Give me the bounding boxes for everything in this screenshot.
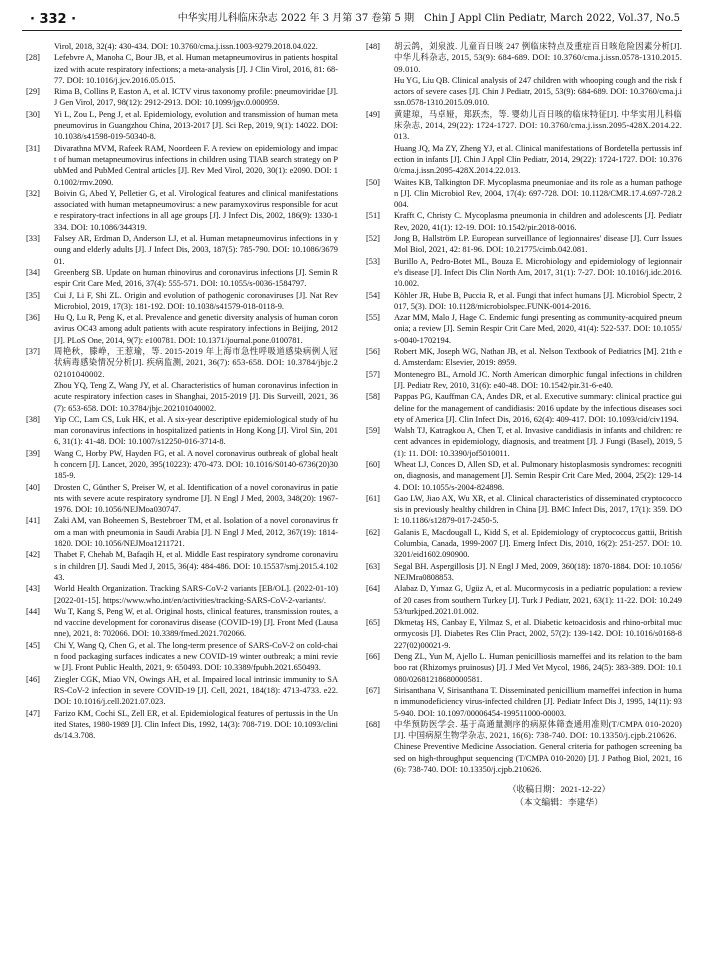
reference-number: [54] — [366, 290, 380, 300]
reference-text: 黄建琼，马卓娅，郑跃杰，等. 婴幼儿百日咳的临床特征[J]. 中华实用儿科临床杂志, 2014, 29(22): 1724-1727. DOI: 10.3760/cma.j.issn.2095-428X.2014.22.013. — [394, 109, 682, 142]
reference-number: [46] — [26, 674, 40, 684]
reference-text: Gao LW, Jiao AX, Wu XR, et al. Clinical characteristics of disseminated cryptococcosis in previously healthy children in China [J]. BMC Infect Dis, 2017, 17(1): 359. DOI: 10.1186/s12879-017-2450-5. — [394, 493, 682, 526]
reference-entry — [26, 482, 338, 516]
reference-entry — [26, 188, 338, 233]
reference-number: [32] — [26, 188, 40, 198]
reference-entry — [26, 448, 338, 482]
reference-text: Montenegro BL, Arnold JC. North American dimorphic fungal infections in children [J]. Pediatr Rev, 2010, 31(6): e40-48. DOI: 10.1542/pir.31-6-e40. — [394, 369, 682, 390]
reference-entry — [26, 583, 338, 606]
reference-entry — [366, 583, 682, 617]
reference-text: World Health Organization. Tracking SARS-CoV-2 variants [EB/OL]. (2022-01-10) [2022-01-15]. https://www.who.int/en/activities/tracking-SARS-CoV-2-variants/. — [54, 584, 338, 605]
reference-text: Lefebvre A, Manoha C, Bour JB, et al. Human metapneumovirus in patients hospitalized with acute respiratory infections; a meta-analysis [J]. J Clin Virol, 2016, 81: 68-77. DOI: 10.1016/j.jcv.2016.05.015. — [54, 53, 338, 85]
reference-entry — [366, 109, 682, 143]
reference-text: Hu YG, Liu QB. Clinical analysis of 247 children with whooping cough and the risk factors of severe cases [J]. Chin J Pediatr, 2015, 53(9): 684-689. DOI: 10.3760/cma.j.issn.0578-1310.2015.09.010. — [394, 75, 682, 108]
reference-entry — [26, 233, 338, 267]
reference-text: Chinese Preventive Medicine Association. General criteria for pathogen screening based on high-throughput sequencing (T/CMPA 010-2020) [J]. J Pathog Biol, 2021, 16(6): 738-740. DOI: 10.13350/j.cjpb.210626. — [394, 742, 682, 774]
reference-entry — [366, 41, 682, 75]
reference-entry — [26, 109, 338, 143]
reference-translation — [26, 41, 338, 52]
reference-list-right — [366, 41, 682, 775]
reference-text: Alabaz D, Yımaz G, Ugüz A, et al. Mucormycosis in a pediatric population: a review of 20 cases from southern Turkey [J]. Turk J Pediatr, 2021, 63(1): 11-22. DOI: 10.24953/turkjped.2021.01.002. — [394, 584, 682, 616]
reference-number: [47] — [26, 708, 40, 718]
reference-number: [68] — [366, 719, 380, 729]
reference-number: [30] — [26, 109, 40, 119]
reference-number: [34] — [26, 267, 40, 277]
reference-number: [59] — [366, 426, 380, 436]
reference-number: [43] — [26, 584, 40, 594]
reference-text: Falsey AR, Erdman D, Anderson LJ, et al. Human metapneumovirus infections in young and elderly adults [J]. J Infect Dis, 2003, 187(5): 785-790. DOI: 10.1086/367901. — [54, 234, 338, 266]
reference-text: Waites KB, Talkington DF. Mycoplasma pneumoniae and its role as a human pathogen [J]. Clin Microbiol Rev, 2004, 17(4): 697-728. DOI: 10.1128/CMR.17.4.697-728.2004. — [394, 177, 682, 210]
reference-entry — [26, 414, 338, 448]
reference-text: Dkmetaş HS, Canbay E, Yilmaz S, et al. Diabetic ketoacidosis and rhino-orbital mucormycosis [J]. Diabetes Res Clin Pract, 2002, 57(2): 139-142. DOI: 10.1016/s0168-8227(02)00021-9. — [394, 618, 682, 650]
reference-text: Huang JQ, Ma ZY, Zheng YJ, et al. Clinical manifestations of Bordetella pertussis infection in infants [J]. Chin J Appl Clin Pediatr, 2014, 29(22): 1724-1727. DOI: 10.3760/cma.j.issn.2095-428X.2014.22.013. — [394, 143, 682, 176]
reference-entry — [26, 640, 338, 674]
reference-number: [65] — [366, 618, 380, 628]
reference-number: [40] — [26, 482, 40, 492]
reference-number: [31] — [26, 143, 40, 153]
reference-number: [49] — [366, 109, 380, 119]
reference-text: Virol, 2018, 32(4): 430-434. DOI: 10.3760/cma.j.issn.1003-9279.2018.04.022. — [54, 42, 318, 51]
reference-number: [28] — [26, 53, 40, 63]
reference-text: Ziegler CGK, Miao VN, Owings AH, et al. Impaired local intrinsic immunity to SARS-CoV-2 infection in severe COVID-19 [J]. Cell, 2021, 184(18): 4713-4733. e22. DOI: 10.1016/j.cell.2021.07.023. — [54, 674, 338, 707]
reference-number: [48] — [366, 42, 380, 51]
reference-entry — [366, 290, 682, 313]
reference-text: Azar MM, Malo J, Hage C. Endemic fungi presenting as community-acquired pneumonia; a review [J]. Semin Respir Crit Care Med, 2020, 41(4): 522-537. DOI: 10.1055/s-0040-1702194. — [394, 313, 682, 345]
reference-column-right — [366, 41, 682, 809]
reference-entry — [366, 425, 682, 459]
reference-text: Thabet F, Chehab M, Bafaqih H, et al. Middle East respiratory syndrome coronavirus in children [J]. Saudi Med J, 2015, 36(4): 484-486. DOI: 10.15537/smj.2015.4.10243. — [54, 550, 338, 582]
reference-text: Yi L, Zou L, Peng J, et al. Epidemiology, evolution and transmission of human metapneumovirus in Guangzhou China, 2013-2017 [J]. Sci Rep, 2019, 9(1): 14022. DOI: 10.1038/s41598-019-50340-8. — [54, 109, 338, 142]
reference-number: [37] — [26, 347, 40, 357]
reference-text: 周艳秋，滕峥，王惹瑜，等. 2015-2019 年上海市急性呼吸道感染病例人冠状病毒感染情况分析[J]. 疾病监测, 2021, 36(7): 653-658. DOI: 10.3784/jbjc.202101040002. — [54, 347, 338, 379]
reference-text: Köhler JR, Hube B, Puccia R, et al. Fungi that infect humans [J]. Microbiol Spectr, 2017, 5(3). DOI: 10.1128/microbiolspec.FUNK-0014-2016. — [394, 290, 682, 311]
reference-entry — [366, 493, 682, 527]
reference-text: Robert MK, Joseph WG, Nathan JB, et al. Nelson Textbook of Pediatrics [M]. 21th ed. Amsterdam: Elsevier, 2019: 8959. — [394, 347, 682, 368]
reference-text: 胡云鸽，刘泉波. 儿童百日咳 247 例临床特点及重症百日咳危险因素分析[J]. 中华儿科杂志, 2015, 53(9): 684-689. DOI: 10.3760/cma.j.issn.0578-1310.2015.09.010. — [394, 42, 682, 74]
reference-entry — [26, 674, 338, 708]
reference-text: Walsh TJ, Katragkou A, Chen T, et al. Invasive candidiasis in infants and children: recent advances in epidemiology, diagnosis, and treatment [J]. J Fungi (Basel), 2019, 5(1): 11. DOI: 10.3390/jof5010011. — [394, 426, 682, 458]
reference-text: Zaki AM, van Boheemen S, Bestebroer TM, et al. Isolation of a novel coronavirus from a man with pneumonia in Saudi Arabia [J]. N Engl J Med, 2012, 367(19): 1814-1820. DOI: 10.1056/NEJMoa1211721. — [54, 516, 338, 549]
reference-translation — [366, 143, 682, 177]
reference-number: [38] — [26, 414, 40, 424]
reference-entry — [26, 549, 338, 583]
reference-text: Burillo A, Pedro-Botet ML, Bouza E. Microbiology and epidemiology of legionnaire's disease [J]. Infect Dis Clin North Am, 2017, 31(1): 7-27. DOI: 10.1016/j.idc.2016.10.002. — [394, 256, 682, 289]
reference-number: [35] — [26, 290, 40, 300]
reference-number: [53] — [366, 256, 380, 266]
reference-text: Zhou YQ, Teng Z, Wang JY, et al. Characteristics of human coronavirus infection in acute respiratory infection cases in Shanghai, 2015-2019 [J]. Dis Surveill, 2021, 36(7): 653-658. DOI: 10.3784/jbjc.202101040002. — [54, 380, 338, 413]
reference-number: [52] — [366, 234, 380, 244]
reference-text: Wheat LJ, Conces D, Allen SD, et al. Pulmonary histoplasmosis syndromes: recognition, diagnosis, and management [J]. Semin Respir Crit Care Med, 2004, 25(2): 129-144. DOI: 10.1055/s-2004-824898. — [394, 459, 682, 492]
reference-text: Jong B, Hallström LP. European surveillance of legionnaires' disease [J]. Curr Issues Mol Biol, 2021, 42: 81-96. DOI: 10.21775/cimb.042.081. — [394, 234, 682, 255]
reference-entry — [26, 708, 338, 742]
article-footnotes — [366, 783, 682, 809]
reference-entry — [26, 606, 338, 640]
reference-entry — [366, 561, 682, 584]
reference-number: [51] — [366, 211, 380, 221]
reference-text: Rima B, Collins P, Easton A, et al. ICTV virus taxonomy profile: pneumoviridae [J]. J Gen Virol, 2017, 98(12): 2912-2913. DOI: 10.1099/jgv.0.000959. — [54, 87, 338, 108]
reference-entry — [366, 210, 682, 233]
reference-entry — [366, 719, 682, 742]
reference-text: Drosten C, Günther S, Preiser W, et al. Identification of a novel coronavirus in patients with severe acute respiratory syndrome [J]. N Engl J Med, 2003, 348(20): 1967-1976. DOI: 10.1056/NEJMoa030747. — [54, 482, 338, 515]
reference-number: [57] — [366, 369, 380, 379]
reference-text: Deng ZL, Yun M, Ajello L. Human penicilliosis marneffei and its relation to the bamboo rat (Rhizomys pruinosus) [J]. J Med Vet Mycol, 1986, 24(5): 383-389. DOI: 10.1080/02681218680000581. — [394, 652, 682, 684]
editor-note: （本文编辑：李建华） — [515, 797, 603, 808]
reference-number: [55] — [366, 313, 380, 323]
reference-entry — [26, 52, 338, 86]
reference-number: [29] — [26, 87, 40, 97]
reference-text: Segal BH. Aspergillosis [J]. N Engl J Med, 2009, 360(18): 1870-1884. DOI: 10.1056/NEJMra0808853. — [394, 561, 682, 582]
reference-number: [60] — [366, 459, 380, 469]
reference-number: [36] — [26, 313, 40, 323]
reference-number: [33] — [26, 234, 40, 244]
reference-entry — [366, 312, 682, 346]
reference-entry — [366, 391, 682, 425]
reference-entry — [366, 177, 682, 211]
reference-text: Galanis E, Macdougall L, Kidd S, et al. Epidemiology of cryptococcus gattii, British Columbia, Canada, 1999-2007 [J]. Emerg Infect Dis, 2010, 16(2): 251-257. DOI: 10.3201/eid1602.090900. — [394, 527, 682, 560]
reference-number: [67] — [366, 685, 380, 695]
journal-running-head: 中华实用儿科临床杂志 2022 年 3 月第 37 卷第 5 期 Chin J Appl Clin Pediatr, March 2022, Vol.37, No.5 — [177, 13, 680, 24]
reference-number: [63] — [366, 561, 380, 571]
reference-text: Boivin G, Abed Y, Pelletier G, et al. Virological features and clinical manifestations associated with human metapneumovirus: a new paramyxovirus responsible for acute respiratory-tract infections in all age groups [J]. J Infect Dis, 2002, 186(9): 1330-1334. DOI: 10.1086/344319. — [54, 188, 338, 232]
reference-entry — [26, 143, 338, 188]
reference-entry — [366, 346, 682, 369]
reference-number: [42] — [26, 550, 40, 560]
reference-entry — [26, 515, 338, 549]
reference-text: Divarathna MVM, Rafeek RAM, Noordeen F. A review on epidemiology and impact of human metapneumovirus infections in children using TIAB search strategy on PubMed and PubMed Central articles [J]. Rev Med Virol, 2020, 30(1): e2090. DOI: 10.1002/rmv.2090. — [54, 143, 338, 187]
page-header — [0, 0, 704, 40]
reference-entry — [366, 685, 682, 719]
reference-text: Pappas PG, Kauffman CA, Andes DR, et al. Executive summary: clinical practice guideline for the management of candidiasis: 2016 update by the infectious diseases society of America [J]. Clin Infect Dis, 2016, 62(4): 409-417. DOI: 10.1093/cid/civ1194. — [394, 392, 682, 424]
reference-number: [61] — [366, 493, 380, 503]
reference-number: [39] — [26, 448, 40, 458]
reference-text: Hu Q, Lu R, Peng K, et al. Prevalence and genetic diversity analysis of human coronavirus OC43 among adult patients with acute respiratory infections in Beijing, 2012 [J]. PLoS One, 2014, 9(7): e100781. DOI: 10.1371/journal.pone.0100781. — [54, 313, 338, 345]
reference-column-left — [26, 41, 338, 741]
reference-number: [62] — [366, 527, 380, 537]
reference-number: [44] — [26, 606, 40, 616]
reference-text: Greenberg SB. Update on human rhinovirus and coronavirus infections [J]. Semin Respir Crit Care Med, 2016, 37(4): 555-571. DOI: 10.1055/s-0036-1584797. — [54, 267, 338, 289]
received-date: （收稿日期：2021-12-22） — [507, 784, 611, 795]
header-rule — [22, 30, 682, 31]
reference-entry — [26, 346, 338, 380]
reference-text: Yip CC, Lam CS, Luk HK, et al. A six-year descriptive epidemiological study of human coronavirus infections in hospitalized patients in Hong Kong [J]. Virol Sin, 2016, 31(1): 41-48. DOI: 10.1007/s12250-016-3714-8. — [54, 414, 338, 447]
reference-text: 中华预防医学会. 基于高通量测序的病原体筛查通用准则(T/CMPA 010-2020)[J]. 中国病原生物学杂志, 2021, 16(6): 738-740. DOI: 10.13350/j.cjpb.210626. — [394, 719, 682, 741]
reference-text: Krafft C, Christy C. Mycoplasma pneumonia in children and adolescents [J]. Pediatr Rev, 2020, 41(1): 12-19. DOI: 10.1542/pir.2018-0016. — [394, 211, 682, 232]
reference-entry — [366, 459, 682, 493]
reference-entry — [26, 86, 338, 109]
reference-entry — [26, 312, 338, 346]
reference-number: [45] — [26, 640, 40, 650]
page-number: · 332 · — [30, 12, 77, 27]
reference-entry — [366, 651, 682, 685]
reference-number: [56] — [366, 347, 380, 357]
reference-translation — [26, 380, 338, 414]
reference-entry — [366, 527, 682, 561]
reference-text: Sirisanthana V, Sirisanthana T. Disseminated penicillium marneffei infection in human immunodeficiency virus-infected children [J]. Pediatr Infect Dis J, 1995, 14(11): 935-940. DOI: 10.1097/00006454-199511000-00003. — [394, 685, 682, 718]
reference-number: [50] — [366, 177, 380, 187]
reference-entry — [366, 256, 682, 290]
reference-entry — [26, 267, 338, 290]
reference-number: [64] — [366, 584, 380, 594]
reference-number: [58] — [366, 392, 380, 402]
reference-entry — [366, 369, 682, 392]
reference-entry — [26, 290, 338, 313]
reference-text: Chi Y, Wang Q, Chen G, et al. The long-term presence of SARS-CoV-2 on cold-chain food packaging surfaces indicates a new COVID-19 winter outbreak; a mini review [J]. Front Public Health, 2021, 9: 650493. DOI: 10.3389/fpubh.2021.650493. — [54, 640, 338, 673]
reference-entry — [366, 233, 682, 256]
reference-text: Cui J, Li F, Shi ZL. Origin and evolution of pathogenic coronaviruses [J]. Nat Rev Microbiol, 2019, 17(3): 181-192. DOI: 10.1038/s41579-018-0118-9. — [54, 290, 338, 311]
reference-number: [41] — [26, 516, 40, 526]
reference-text: Wu T, Kang S, Peng W, et al. Original hosts, clinical features, transmission routes, and vaccine development for coronavirus disease (COVID-19) [J]. Front Med (Lausanne), 2021, 8: 702066. DOI: 10.3389/fmed.2021.702066. — [54, 606, 338, 639]
reference-translation — [366, 741, 682, 775]
reference-text: Farizo KM, Cochi SL, Zell ER, et al. Epidemiological features of pertussis in the United States, 1980-1989 [J]. Clin Infect Dis, 1992, 14(3): 708-719. DOI: 10.1093/clinids/14.3.708. — [54, 708, 338, 741]
reference-entry — [366, 617, 682, 651]
reference-translation — [366, 75, 682, 109]
reference-text: Wang C, Horby PW, Hayden FG, et al. A novel coronavirus outbreak of global health concern [J]. Lancet, 2020, 395(10223): 470-473. DOI: 10.1016/S0140-6736(20)30185-9. — [54, 448, 338, 481]
reference-number: [66] — [366, 652, 380, 662]
